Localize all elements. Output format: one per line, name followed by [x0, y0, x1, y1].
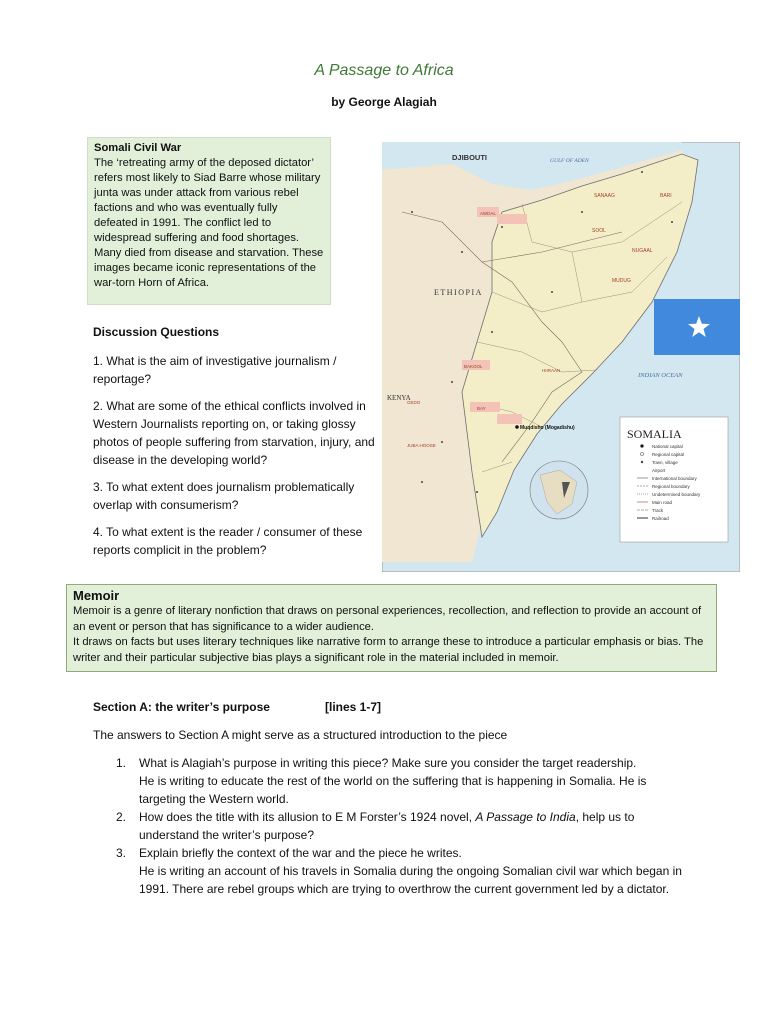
civil-war-body: The ‘retreating army of the deposed dictator’ refers most likely to Siad Barre whose military junta was under attack from various rebel factions and who was eventually fully defeated in 1991. The conflict led to widespread suffering and food shortages. Many died from disease and starvation. These images became iconic representations of the war-torn Horn of Africa. [94, 157, 324, 289]
map-region-nugaal: NUGAAL [632, 248, 653, 254]
legend-item-undetermined-boundary: Undetermined boundary [652, 492, 701, 497]
map-region-gedo: GEDO [407, 400, 421, 405]
section-a-intro: The answers to Section A might serve as a structured introduction to the piece [93, 728, 508, 742]
discussion-question-2: 2. What are some of the ethical conflicts involved in Western Journalists reporting on, or taking glossy photos of people suffering from starvation, injury, and disease in the developing world? [93, 399, 375, 467]
legend-item-airport: Airport [652, 468, 666, 473]
map-region-juba-hoose: JUBA HOOSE [407, 443, 436, 448]
document-author: by George Alagiah [331, 95, 437, 109]
map-region-sool: SOOL [592, 228, 606, 234]
somali-civil-war-box [87, 137, 331, 305]
map-region-sanaag: SANAAG [594, 193, 615, 199]
map-region-hiiraan: HIIRAAN [542, 368, 561, 373]
legend-item-railroad: Railroad [652, 516, 669, 521]
discussion-questions [93, 323, 378, 568]
question-number: 1. [116, 756, 127, 770]
map-region-bari: BARI [660, 193, 672, 199]
map-capital-label: Muqdisho (Mogadishu) [520, 425, 575, 431]
map-label-ethiopia: ETHIOPIA [434, 288, 483, 297]
section-a-questions [116, 754, 696, 898]
section-a-heading: Section A: the writer’s purpose [93, 700, 270, 714]
question-number: 3. [116, 846, 127, 860]
map-label-indian-ocean: INDIAN OCEAN [638, 372, 683, 379]
section-a-lines: [lines 1-7] [325, 700, 382, 714]
section-a-heading-row [93, 700, 382, 714]
list-item [116, 808, 696, 844]
document-title: A Passage to Africa [314, 62, 454, 79]
map-label-kenya: KENYA [387, 394, 411, 402]
discussion-question-4: 4. To what extent is the reader / consumer of these reports complicit in the problem? [93, 525, 363, 557]
novel-title: A Passage to India [475, 810, 576, 824]
question-text: What is Alagiah’s purpose in writing this piece? Make sure you consider the target readership. [139, 756, 637, 770]
discussion-question-3: 3. To what extent does journalism problematically overlap with consumerism? [93, 480, 355, 512]
memoir-heading: Memoir [73, 588, 120, 603]
answer-text: He is writing to educate the rest of the world on the suffering that is happening in Somalia. He is targeting the Western world. [139, 774, 647, 806]
legend-item-town: Town, village [652, 460, 678, 465]
memoir-box [66, 584, 717, 672]
legend-item-regional-capital: Regional capital [652, 452, 685, 457]
map-region-awdal: AWDAL [480, 211, 496, 216]
answer-text: He is writing an account of his travels in Somalia during the ongoing Somalian civil war which began in 1991. There are rebel groups which are trying to overthrow the current government led by a dictator. [139, 864, 682, 896]
map-region-mudug: MUDUG [612, 278, 631, 284]
map-label-gulf-of-aden: GULF OF ADEN [550, 158, 589, 164]
legend-item-main-road: Main road [652, 500, 673, 505]
map-region-bay: BAY [477, 406, 486, 411]
map-region-bakool: BAKOOL [464, 364, 483, 369]
question-text [139, 808, 696, 844]
discussion-heading: Discussion Questions [93, 325, 220, 339]
map-legend-title: SOMALIA [627, 427, 682, 441]
list-item [116, 754, 696, 808]
list-item [116, 844, 696, 898]
map-label-djibouti: DJIBOUTI [452, 153, 488, 162]
question-text-part: How does the title with its allusion to E M Forster’s 1924 novel, [139, 810, 476, 824]
discussion-question-1: 1. What is the aim of investigative journalism / reportage? [93, 354, 337, 386]
legend-item-regional-boundary: Regional boundary [652, 484, 690, 489]
legend-item-national-capital: National capital [652, 444, 683, 449]
memoir-paragraph-2: It draws on facts but uses literary techniques like narrative form to arrange these to introduce a particular emphasis or bias. The writer and their particular subjective bias plays a significant role in the material included in memoir. [73, 636, 704, 664]
somalia-map [382, 142, 740, 572]
question-text-part: , help us to understand the writer’s purpose? [139, 810, 635, 842]
question-text: Explain briefly the context of the war and the piece he writes. [139, 846, 462, 860]
legend-item-track: Track [652, 508, 664, 513]
legend-item-international-boundary: International boundary [652, 476, 697, 481]
capital-marker-icon [515, 425, 519, 429]
civil-war-heading: Somali Civil War [94, 142, 182, 154]
memoir-paragraph-1: Memoir is a genre of literary nonfiction that draws on personal experiences, recollection, and reflection to provide an account of an event or person that has significance to a wider audience. [73, 605, 702, 633]
question-number: 2. [116, 810, 127, 824]
